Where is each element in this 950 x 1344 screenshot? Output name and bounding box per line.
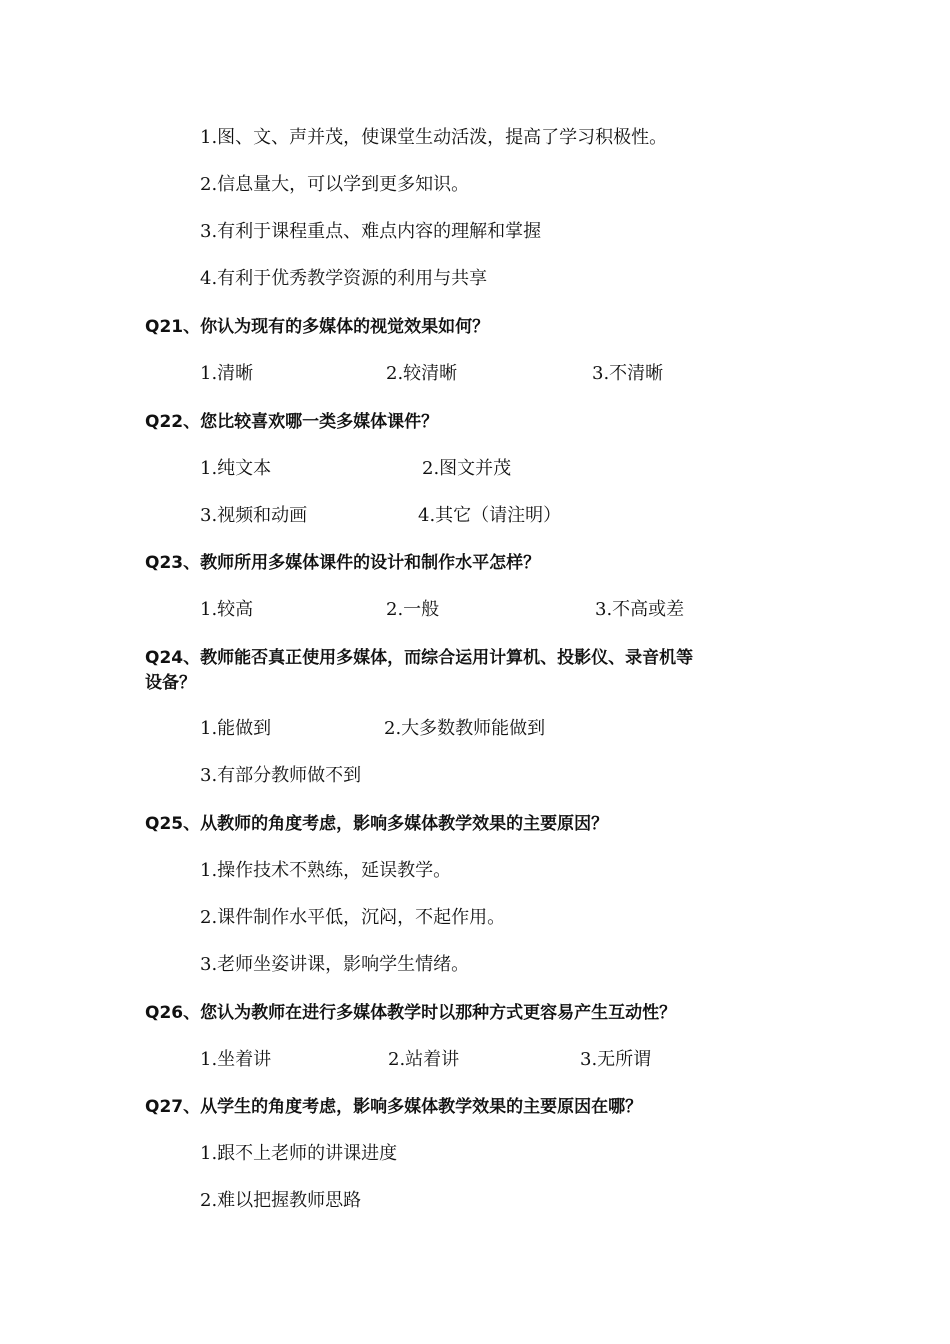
q25-option-3: 3.老师坐姿讲课，影响学生情绪。	[200, 954, 470, 975]
intro-option-2: 2.信息量大，可以学到更多知识。	[200, 174, 470, 195]
q26-option-2: 2.站着讲	[388, 1049, 460, 1070]
q27-question: Q27、从学生的角度考虑，影响多媒体教学效果的主要原因在哪？	[145, 1097, 643, 1117]
q21-option-2: 2.较清晰	[386, 363, 458, 384]
q26-option-3: 3.无所谓	[580, 1049, 652, 1070]
q24-question-line2: 设备？	[145, 673, 196, 693]
q22-option-2: 2.图文并茂	[422, 458, 512, 479]
q27-option-1: 1.跟不上老师的讲课进度	[200, 1143, 398, 1164]
q22-question: Q22、您比较喜欢哪一类多媒体课件？	[145, 412, 439, 432]
q26-option-1: 1.坐着讲	[200, 1049, 272, 1070]
q24-option-1: 1.能做到	[200, 718, 272, 739]
q27-option-2: 2.难以把握教师思路	[200, 1190, 362, 1211]
q24-option-2: 2.大多数教师能做到	[384, 718, 546, 739]
q26-question: Q26、您认为教师在进行多媒体教学时以那种方式更容易产生互动性？	[145, 1003, 677, 1023]
q21-question: Q21、你认为现有的多媒体的视觉效果如何？	[145, 317, 490, 337]
q22-option-4: 4.其它（请注明）	[418, 505, 562, 526]
q25-option-1: 1.操作技术不熟练，延误教学。	[200, 860, 452, 881]
q25-question: Q25、从教师的角度考虑，影响多媒体教学效果的主要原因？	[145, 814, 609, 834]
q23-option-2: 2.一般	[386, 599, 440, 620]
intro-option-4: 4.有利于优秀教学资源的利用与共享	[200, 268, 488, 289]
intro-option-1: 1.图、文、声并茂，使课堂生动活泼，提高了学习积极性。	[200, 127, 668, 148]
q24-option-3: 3.有部分教师做不到	[200, 765, 362, 786]
q23-option-3: 3.不高或差	[595, 599, 685, 620]
q23-question: Q23、教师所用多媒体课件的设计和制作水平怎样？	[145, 553, 541, 573]
q22-option-1: 1.纯文本	[200, 458, 272, 479]
q22-option-3: 3.视频和动画	[200, 505, 308, 526]
q25-option-2: 2.课件制作水平低，沉闷，不起作用。	[200, 907, 506, 928]
q21-option-1: 1.清晰	[200, 363, 254, 384]
q21-option-3: 3.不清晰	[592, 363, 664, 384]
intro-option-3: 3.有利于课程重点、难点内容的理解和掌握	[200, 221, 542, 242]
q24-question-line1: Q24、教师能否真正使用多媒体，而综合运用计算机、投影仪、录音机等	[145, 648, 694, 668]
q23-option-1: 1.较高	[200, 599, 254, 620]
